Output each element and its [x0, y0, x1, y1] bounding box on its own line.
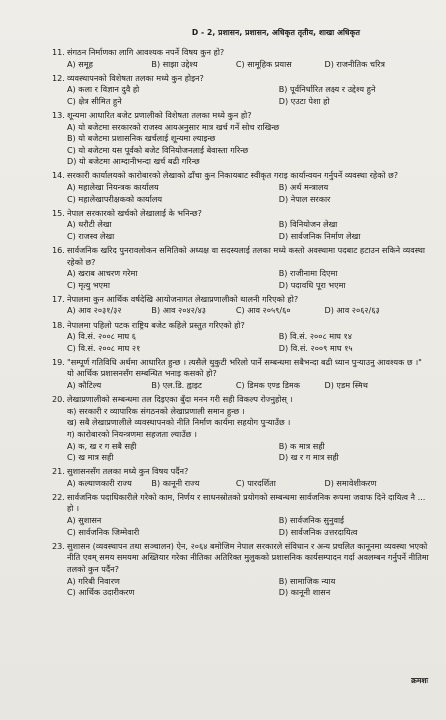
answer-option: D) एडम स्मिथ [324, 380, 368, 391]
answer-option: A) क, ख र ग सबै सही [67, 440, 137, 451]
question-list [52, 47, 430, 599]
question-text: संगठन निर्माणका लागि आवश्यक नपर्ने विषय कुन हो? [67, 47, 225, 57]
question-number: 12. [52, 72, 65, 83]
question-number: 17. [52, 293, 65, 304]
answer-option: B) आव २०४२/४३ [151, 305, 207, 316]
answer-options [67, 182, 430, 205]
question-statement: क) सरकारी र व्यापारिक संगठनको लेखाप्रणाली समान हुन्छ । [67, 405, 245, 416]
question-text: सुशासन (व्यवस्थापन तथा सञ्चालन) ऐन, २०६४ बमोजिम नेपाल सरकारले संविधान र अन्य प्रचलित कानूनमा व्यवस्था भएको नीति एवम् समय समयमा अख्तियार गरेका नीतिका अतिरिक्त मुलुकको प्रशासनिक कार्यसम्पादन गर्दा अवलम्बन गर्नुपर्ने नीतिमा तलको कुन पर्दैन? [67, 540, 429, 574]
question-stem [52, 245, 430, 268]
answer-options [67, 305, 430, 317]
answer-option: C) ख मात्र सही [67, 452, 114, 463]
answer-option: C) आव २०५९/६० [235, 305, 291, 316]
answer-option: D) राजनीतिक चरित्र [324, 58, 385, 69]
question-number: 15. [52, 207, 65, 218]
answer-option: B) विनियोजन लेखा [278, 219, 338, 230]
answer-option: A) समूह [67, 58, 93, 69]
answer-option: C) सामूहिक प्रयास [235, 58, 292, 69]
question-text: लेखाप्रणालीको सम्बन्धमा तल दिइएका बुँदा मनन गरी सही विकल्प रोज्नुहोस् । [67, 394, 293, 405]
question-text: नेपालमा कुन आर्थिक वर्षदेखि आयोजनागत लेखाप्रणालीको थालनी गरिएको हो? [67, 293, 299, 304]
answer-option: C) यो बजेटमा यस पूर्वको बजेट विनियोजनलाई बेवास्ता गरिन्छ [67, 144, 249, 155]
question-stem [52, 492, 430, 515]
answer-option: D) कानूनी शासन [278, 587, 331, 598]
answer-option: D) समावेशीकरण [324, 477, 377, 488]
question-number: 14. [52, 170, 65, 181]
question-text: सार्वजनिक पदाधिकारीले गरेको काम, निर्णय र साधनस्रोतको प्रयोगको सम्बन्धमा सार्वजनिक रूपमा जवाफ दिने दायित्व नै ... हो । [67, 491, 426, 514]
question-17 [52, 294, 430, 317]
answer-option: D) आव २०६२/६३ [324, 305, 380, 316]
question-number: 21. [52, 466, 65, 477]
question-text: सार्वजनिक खरिद पुनरावलोकन समितिको अध्यक्ष वा सदस्यलाई तलका मध्ये कस्तो अवस्थामा पदबाट हटाउन सकिने व्यवस्था रहेको छ? [67, 245, 425, 267]
answer-option: B) सामाजिक न्याय [278, 575, 336, 586]
answer-options [67, 268, 430, 291]
question-stem [52, 394, 430, 406]
question-text: नेपालमा पहिलो पटक राष्ट्रिय बजेट कहिले प्रस्तुत गरिएको हो? [67, 319, 245, 330]
question-13 [52, 110, 430, 168]
question-text: व्यवस्थापनको विशेषता तलका मध्ये कुन होइन? [67, 72, 204, 83]
answer-options [67, 576, 430, 599]
answer-option: A) कल्याणकारी राज्य [67, 477, 132, 488]
answer-options [67, 84, 430, 107]
answer-option: B) अर्थ मन्त्रालय [278, 182, 329, 193]
question-stem [52, 208, 430, 220]
answer-option: B) वि.सं. २००८ माघ १४ [278, 331, 352, 342]
question-stem [52, 357, 430, 380]
answer-options [67, 331, 430, 354]
answer-options [67, 515, 430, 538]
answer-options [67, 441, 430, 464]
question-14 [52, 170, 430, 205]
question-11 [52, 47, 430, 70]
answer-option: D) एउटा पेशा हो [278, 95, 330, 106]
question-statement: ख) सबै लेखाप्रणालीले व्यवस्थापनको नीति निर्माण कार्यमा सहयोग पुऱ्याउँछ । [67, 417, 291, 428]
answer-option: D) ख र ग मात्र सही [278, 452, 339, 463]
question-19 [52, 357, 430, 392]
question-text: शून्यमा आधारित बजेट प्रणालीको विशेषता तलका मध्ये कुन हो? [67, 109, 252, 120]
answer-option: B) यो बजेटमा प्रशासनिक खर्चलाई शून्यमा ल्याइन्छ [67, 133, 216, 144]
answer-option: B) पूर्वनिर्धारित लक्ष्य र उद्देश्य हुने [278, 84, 376, 95]
question-stem [52, 294, 430, 306]
answer-option: A) गरिबी निवारण [67, 575, 120, 586]
page-header: D - 2, प्रशासन, प्रशासन, अधिकृत तृतीय, शाखा अधिकृत [191, 28, 361, 37]
answer-option: C) आर्थिक उदारीकरण [67, 587, 135, 598]
question-number: 16. [52, 245, 65, 255]
answer-option: C) मृत्यु भएमा [67, 279, 110, 290]
answer-option: D) यो बजेटमा आम्दानीभन्दा खर्च बढी गरिन्छ [67, 156, 200, 167]
answer-option: B) कानूनी राज्य [151, 477, 200, 488]
answer-option: D) वि.सं. २००९ माघ १५ [278, 342, 353, 353]
answer-option: B) सार्वजनिक सुनुवाई [278, 515, 345, 526]
answer-option: C) क्षेत्र सीमित हुने [67, 95, 122, 106]
question-number: 22. [52, 491, 65, 502]
answer-options [67, 478, 430, 490]
question-12 [52, 73, 430, 108]
question-23 [52, 541, 430, 599]
answer-option: A) खराब आचरण गरेमा [67, 268, 138, 279]
question-21 [52, 466, 430, 489]
answer-option: D) सार्वजनिक उत्तरदायित्व [278, 526, 358, 537]
question-18 [52, 320, 430, 355]
answer-option: A) आव २०३१/३२ [67, 305, 122, 316]
answer-option: A) यो बजेटमा सरकारको राजस्व आयअनुसार मात्र खर्च गर्ने सोच राखिन्छ [67, 121, 280, 132]
question-20 [52, 394, 430, 464]
question-number: 19. [52, 356, 65, 367]
answer-options [67, 122, 430, 168]
answer-option: C) वि.सं. २००८ माघ २१ [67, 342, 141, 353]
question-stem [52, 466, 430, 478]
question-text: सरकारी कार्यालयको कारोबारको लेखाको ढाँचा कुन निकायबाट स्वीकृत गराइ कार्यान्वयन गर्नुपर्ने व्यवस्था रहेको छ? [67, 170, 399, 181]
question-number: 18. [52, 319, 65, 330]
continued-label: क्रमशः [411, 676, 428, 685]
answer-option: A) वि.सं. २००८ माघ ६ [67, 331, 136, 342]
answer-option: A) कौटिल्य [67, 380, 102, 391]
question-stem [52, 170, 430, 182]
question-statement: ग) कारोबारको नियन्त्रणमा सहजता ल्याउँछ । [67, 428, 197, 439]
answer-option: D) सार्वजनिक निर्माण लेखा [278, 230, 361, 241]
answer-option: D) नेपाल सरकार [278, 193, 331, 204]
question-number: 20. [52, 394, 65, 405]
answer-options [67, 59, 430, 71]
answer-option: C) पारदर्शिता [235, 477, 276, 488]
answer-option: A) सुशासन [67, 515, 102, 526]
answer-options [67, 219, 430, 242]
answer-option: A) धरौटी लेखा [67, 219, 112, 230]
answer-option: B) राजीनामा दिएमा [278, 268, 338, 279]
question-number: 11. [52, 47, 65, 57]
answer-option: C) सार्वजनिक जिम्मेवारी [67, 526, 140, 537]
question-15 [52, 208, 430, 243]
question-text: "सम्पूर्ण गतिविधि अर्थमा आधारित हुन्छ । त्यसैले थुकुटी भरिलो पार्ने सम्बन्धमा सबैभन्दा बढी ध्यान पुऱ्याउनु आवश्यक छ ।" यो आर्थिक प्रशासनसँग सम्बन्धित भनाइ कसको हो? [67, 356, 422, 379]
question-16 [52, 245, 430, 291]
answer-option: D) पदावधि पूरा भएमा [278, 279, 346, 290]
answer-option: B) साझा उद्देश्य [151, 58, 198, 69]
question-stem [52, 47, 430, 59]
question-stem [52, 110, 430, 122]
question-text: नेपाल सरकारको खर्चको लेखालाई के भनिन्छ? [67, 207, 202, 218]
answer-option: C) राजस्व लेखा [67, 230, 115, 241]
question-stem [52, 541, 430, 576]
question-stem [52, 320, 430, 332]
answer-option: A) महालेखा नियन्त्रक कार्यालय [67, 182, 159, 193]
answer-option: C) डिमक एण्ड डिमक [235, 380, 300, 391]
question-number: 13. [52, 109, 65, 120]
answer-options [67, 380, 430, 392]
question-text: सुशासनसँग तलका मध्ये कुन विषय पर्दैन? [67, 466, 189, 477]
question-stem [52, 73, 430, 85]
answer-option: B) एल.डि. ह्वाइट [151, 380, 202, 391]
question-22 [52, 492, 430, 538]
answer-option: B) क मात्र सही [278, 440, 325, 451]
answer-option: C) महालेखापरीक्षकको कार्यालय [67, 193, 163, 204]
question-number: 23. [52, 540, 65, 551]
answer-option: A) कला र विज्ञान दुवै हो [67, 84, 140, 95]
